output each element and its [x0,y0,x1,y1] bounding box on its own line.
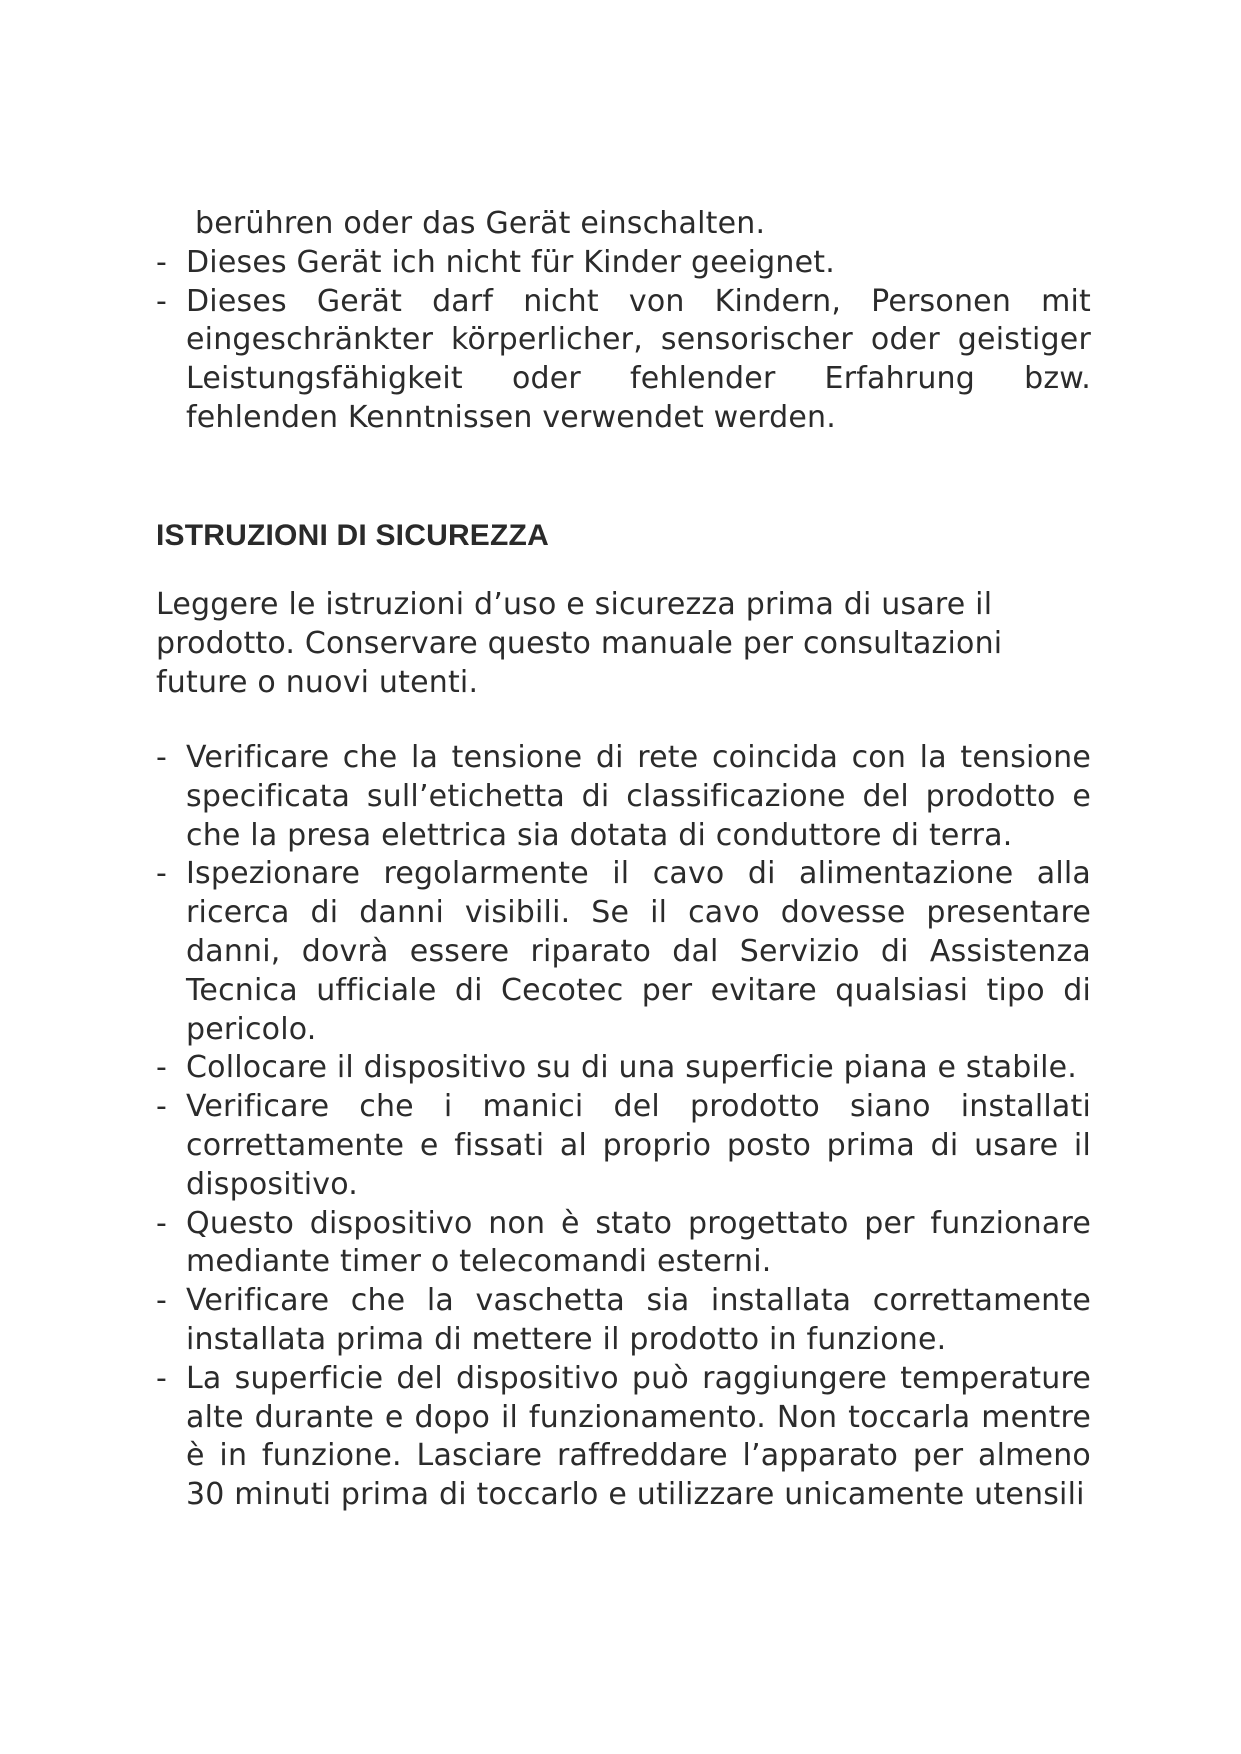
list-item-text: Questo dispositivo non è stato progettato per funzionare mediante timer o telecomandi esterni. [186,1205,1091,1280]
bullet-dash: - [156,740,168,775]
continued-line: berühren oder das Gerät einschalten. [195,206,766,241]
list-item-text: Dieses Gerät darf nicht von Kindern, Personen mit eingeschränkter körperlicher, sensorischer oder geistiger Leistungsfähigkeit oder fehlender Erfahrung bzw. fehlenden Kenntnissen verwendet werden. [186,283,1091,435]
list-item [156,1088,1091,1204]
list-item [156,283,1091,438]
bullet-dash: - [156,1050,168,1086]
list-item-text: Collocare il dispositivo su di una superficie piana e stabile. [186,1050,1077,1086]
list-item [156,739,1091,855]
list-item-text: Dieses Gerät ich nicht für Kinder geeignet. [186,244,835,280]
bullet-dash: - [156,1283,168,1319]
list-item [156,244,1091,283]
list-item-text: Verificare che la tensione di rete coincida con la tensione specificata sull’etichetta di classificazione del prodotto e che la presa elettrica sia dotata di conduttore di terra. [186,740,1091,853]
list-item-text: Ispezionare regolarmente il cavo di alimentazione alla ricerca di danni visibili. Se il cavo dovesse presentare danni, dovrà essere riparato dal Servizio di Assistenza Tecnica ufficiale di Cecotec per evitare qualsiasi tipo di pericolo. [186,856,1091,1047]
section-heading: ISTRUZIONI DI SICUREZZA [156,519,549,552]
list-item-text: Verificare che i manici del prodotto siano installati correttamente e fissati al proprio posto prima di usare il dispositivo. [186,1089,1091,1202]
list-item-text: La superficie del dispositivo può raggiungere temperature alte durante e dopo il funzionamento. Non toccarla mentre è in funzione. Lasciare raffreddare l’apparato per almeno 30 minuti prima di toccarlo e utilizzare unicamente utensili [186,1360,1091,1513]
intro-paragraph: Leggere le istruzioni d’uso e sicurezza prima di usare il prodotto. Conservare questo manuale per consultazioni future o nuovi utenti. [156,587,1003,700]
list-item [156,1282,1091,1360]
bullet-dash: - [156,1360,168,1396]
list-item [156,1205,1091,1283]
list-item-text: Verificare che la vaschetta sia installata correttamente installata prima di mettere il prodotto in funzione. [186,1283,1091,1357]
list-item [156,855,1091,1049]
bullet-dash: - [156,856,168,892]
bullet-dash: - [156,283,168,319]
german-warnings-list [156,205,1091,438]
bullet-dash: - [156,1089,168,1125]
bullet-dash: - [156,1205,168,1241]
bullet-dash: - [156,244,168,280]
list-item [156,1360,1091,1515]
safety-instructions-list [156,739,1091,1515]
list-item [156,1049,1091,1088]
